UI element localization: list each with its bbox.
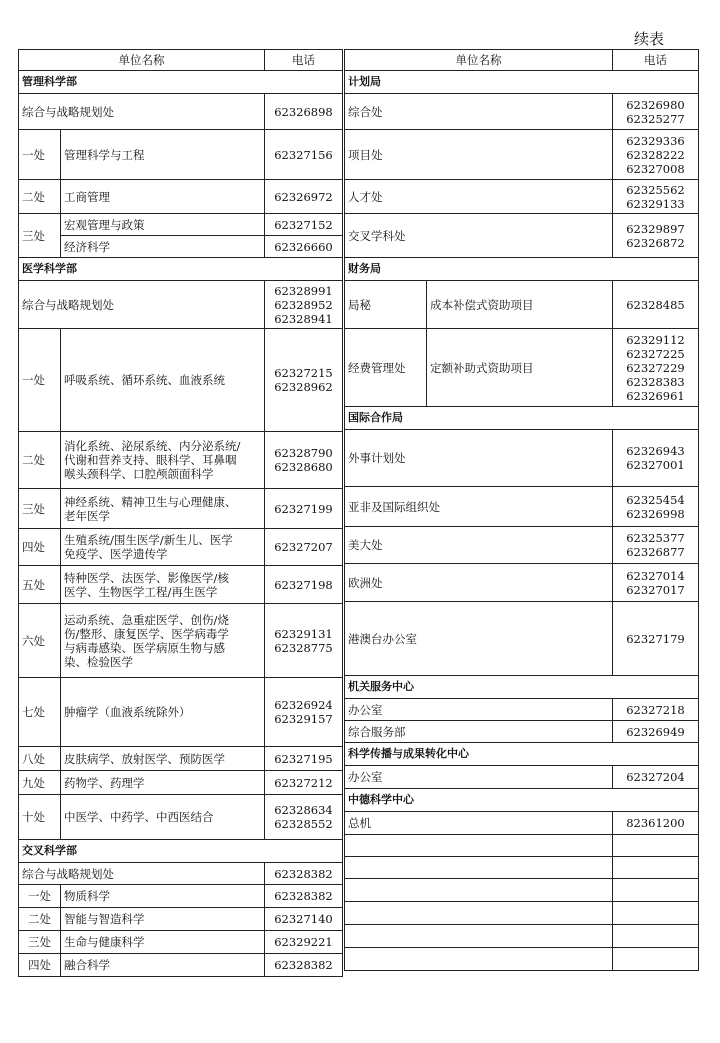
- section-row: [345, 258, 699, 281]
- table-row: [345, 564, 699, 602]
- phone-cell: 62328634 62328552: [265, 795, 343, 840]
- empty-cell: [613, 879, 699, 902]
- funding-type: 定额补助式资助项目: [427, 329, 613, 407]
- table-row: [19, 771, 343, 795]
- phone-cell: 62325454 62326998: [613, 487, 699, 527]
- unit-name: 特种医学、法医学、影像医学/核 医学、生物医学工程/再生医学: [61, 566, 265, 604]
- table-row: [345, 699, 699, 721]
- section-title: 科学传播与成果转化中心: [345, 743, 699, 766]
- empty-row: [345, 948, 699, 971]
- empty-cell: [345, 835, 613, 857]
- unit-name: 药物学、药理学: [61, 771, 265, 795]
- unit-name: 消化系统、泌尿系统、内分泌系统/ 代谢和营养支持、眼科学、耳鼻咽 喉头颈科学、口腔颅颌面科学: [61, 432, 265, 489]
- empty-row: [345, 902, 699, 925]
- phone-cell: 62329897 62326872: [613, 214, 699, 258]
- table-row: [19, 747, 343, 771]
- header-phone: 电话: [265, 50, 343, 71]
- phone-cell: 62327014 62327017: [613, 564, 699, 602]
- division-label: 二处: [19, 180, 61, 214]
- left-directory-table: [18, 49, 343, 977]
- unit-name: 总机: [345, 812, 613, 835]
- division-label: 七处: [19, 678, 61, 747]
- unit-name: 经济科学: [61, 236, 265, 258]
- division-label: 九处: [19, 771, 61, 795]
- phone-cell: 62329112 62327225 62327229 62328383 62326961: [613, 329, 699, 407]
- phone-cell: 62326949: [613, 721, 699, 743]
- phone-cell: 62327204: [613, 766, 699, 789]
- division-label: 三处: [19, 214, 61, 258]
- unit-name: 交叉学科处: [345, 214, 613, 258]
- header-unit-name: 单位名称: [19, 50, 265, 71]
- empty-cell: [345, 902, 613, 925]
- phone-cell: 62328382: [265, 885, 343, 908]
- table-row: [19, 214, 343, 236]
- unit-name: 工商管理: [61, 180, 265, 214]
- unit-name: 智能与智造科学: [61, 908, 265, 931]
- division-label: 一处: [19, 885, 61, 908]
- phone-cell: 62328991 62328952 62328941: [265, 281, 343, 329]
- unit-name: 欧洲处: [345, 564, 613, 602]
- table-row: [345, 281, 699, 329]
- table-row: [19, 795, 343, 840]
- unit-name: 物质科学: [61, 885, 265, 908]
- phone-cell: 62326980 62325277: [613, 94, 699, 130]
- unit-name: 综合服务部: [345, 721, 613, 743]
- phone-cell: 62327179: [613, 602, 699, 676]
- phone-cell: 62326972: [265, 180, 343, 214]
- table-row: [345, 812, 699, 835]
- table-row: [345, 180, 699, 214]
- section-row: [345, 407, 699, 430]
- table-row: [19, 432, 343, 489]
- section-row: [345, 743, 699, 766]
- division-label: 六处: [19, 604, 61, 678]
- table-row: [345, 130, 699, 180]
- phone-cell: 62329131 62328775: [265, 604, 343, 678]
- unit-name: 综合处: [345, 94, 613, 130]
- table-row: [19, 885, 343, 908]
- unit-name: 综合与战略规划处: [19, 863, 265, 885]
- phone-cell: 62326924 62329157: [265, 678, 343, 747]
- right-directory-table: [344, 49, 699, 971]
- empty-cell: [613, 835, 699, 857]
- table-row: [19, 94, 343, 130]
- phone-cell: 62325377 62326877: [613, 527, 699, 564]
- unit-name: 综合与战略规划处: [19, 281, 265, 329]
- empty-cell: [345, 948, 613, 971]
- phone-cell: 62326943 62327001: [613, 430, 699, 487]
- section-title: 中德科学中心: [345, 789, 699, 812]
- table-row: [19, 130, 343, 180]
- division-label: 一处: [19, 130, 61, 180]
- table-row: [19, 678, 343, 747]
- table-header-row: [345, 50, 699, 71]
- phone-cell: 62326660: [265, 236, 343, 258]
- section-row: [19, 840, 343, 863]
- unit-name: 办公室: [345, 766, 613, 789]
- unit-name: 神经系统、精神卫生与心理健康、 老年医学: [61, 489, 265, 529]
- division-label: 十处: [19, 795, 61, 840]
- table-row: [19, 863, 343, 885]
- unit-name: 办公室: [345, 699, 613, 721]
- phone-cell: 62327212: [265, 771, 343, 795]
- section-row: [345, 789, 699, 812]
- phone-cell: 62327152: [265, 214, 343, 236]
- empty-row: [345, 879, 699, 902]
- phone-cell: 62328382: [265, 863, 343, 885]
- phone-cell: 62327140: [265, 908, 343, 931]
- unit-name: 美大处: [345, 527, 613, 564]
- unit-name: 生命与健康科学: [61, 931, 265, 954]
- table-row: [345, 430, 699, 487]
- funding-type: 成本补偿式资助项目: [427, 281, 613, 329]
- unit-name: 局秘: [345, 281, 427, 329]
- phone-cell: 62327215 62328962: [265, 329, 343, 432]
- table-row: [19, 489, 343, 529]
- division-label: 三处: [19, 489, 61, 529]
- unit-name: 生殖系统/围生医学/新生儿、医学 免疫学、医学遗传学: [61, 529, 265, 566]
- division-label: 四处: [19, 954, 61, 977]
- table-row: [19, 236, 343, 258]
- unit-name: 项目处: [345, 130, 613, 180]
- unit-name: 亚非及国际组织处: [345, 487, 613, 527]
- unit-name: 呼吸系统、循环系统、血液系统: [61, 329, 265, 432]
- empty-cell: [613, 902, 699, 925]
- division-label: 三处: [19, 931, 61, 954]
- unit-name: 外事计划处: [345, 430, 613, 487]
- table-row: [19, 931, 343, 954]
- unit-name: 皮肤病学、放射医学、预防医学: [61, 747, 265, 771]
- phone-cell: 62327195: [265, 747, 343, 771]
- division-label: 八处: [19, 747, 61, 771]
- unit-name: 港澳台办公室: [345, 602, 613, 676]
- unit-name: 运动系统、急重症医学、创伤/烧 伤/整形、康复医学、医学病毒学 与病毒感染、医学病原生物与感 染、检验医学: [61, 604, 265, 678]
- table-header-row: [19, 50, 343, 71]
- table-row: [345, 214, 699, 258]
- phone-cell: 62325562 62329133: [613, 180, 699, 214]
- table-row: [19, 180, 343, 214]
- division-label: 五处: [19, 566, 61, 604]
- phone-cell: 62328382: [265, 954, 343, 977]
- section-title: 管理科学部: [19, 71, 343, 94]
- table-row: [345, 527, 699, 564]
- unit-name: 经费管理处: [345, 329, 427, 407]
- empty-cell: [345, 857, 613, 879]
- division-label: 二处: [19, 432, 61, 489]
- table-row: [19, 954, 343, 977]
- section-row: [19, 258, 343, 281]
- table-row: [19, 281, 343, 329]
- empty-cell: [345, 925, 613, 948]
- unit-name: 管理科学与工程: [61, 130, 265, 180]
- division-label: 一处: [19, 329, 61, 432]
- empty-row: [345, 857, 699, 879]
- unit-name: 人才处: [345, 180, 613, 214]
- table-row: [19, 529, 343, 566]
- phone-cell: 62327198: [265, 566, 343, 604]
- empty-row: [345, 835, 699, 857]
- unit-name: 融合科学: [61, 954, 265, 977]
- table-row: [345, 94, 699, 130]
- table-row: [345, 487, 699, 527]
- empty-row: [345, 925, 699, 948]
- phone-cell: 82361200: [613, 812, 699, 835]
- phone-cell: 62329221: [265, 931, 343, 954]
- unit-name: 宏观管理与政策: [61, 214, 265, 236]
- section-row: [345, 71, 699, 94]
- division-label: 四处: [19, 529, 61, 566]
- table-row: [19, 604, 343, 678]
- section-title: 国际合作局: [345, 407, 699, 430]
- division-label: 二处: [19, 908, 61, 931]
- section-title: 机关服务中心: [345, 676, 699, 699]
- header-phone: 电话: [613, 50, 699, 71]
- table-row: [19, 329, 343, 432]
- empty-cell: [613, 857, 699, 879]
- unit-name: 中医学、中药学、中西医结合: [61, 795, 265, 840]
- table-row: [345, 602, 699, 676]
- phone-cell: 62328790 62328680: [265, 432, 343, 489]
- empty-cell: [613, 925, 699, 948]
- phone-cell: 62327207: [265, 529, 343, 566]
- empty-cell: [613, 948, 699, 971]
- phone-cell: 62327218: [613, 699, 699, 721]
- section-title: 交叉科学部: [19, 840, 343, 863]
- table-row: [19, 908, 343, 931]
- section-row: [345, 676, 699, 699]
- unit-name: 肿瘤学（血液系统除外）: [61, 678, 265, 747]
- phone-cell: 62326898: [265, 94, 343, 130]
- section-title: 财务局: [345, 258, 699, 281]
- section-row: [19, 71, 343, 94]
- unit-name: 综合与战略规划处: [19, 94, 265, 130]
- header-unit-name: 单位名称: [345, 50, 613, 71]
- phone-cell: 62329336 62328222 62327008: [613, 130, 699, 180]
- phone-cell: 62328485: [613, 281, 699, 329]
- phone-cell: 62327199: [265, 489, 343, 529]
- empty-cell: [345, 879, 613, 902]
- table-row: [19, 566, 343, 604]
- section-title: 医学科学部: [19, 258, 343, 281]
- table-row: [345, 766, 699, 789]
- section-title: 计划局: [345, 71, 699, 94]
- table-row: [345, 721, 699, 743]
- table-row: [345, 329, 699, 407]
- phone-cell: 62327156: [265, 130, 343, 180]
- continued-label: 续表: [633, 30, 664, 48]
